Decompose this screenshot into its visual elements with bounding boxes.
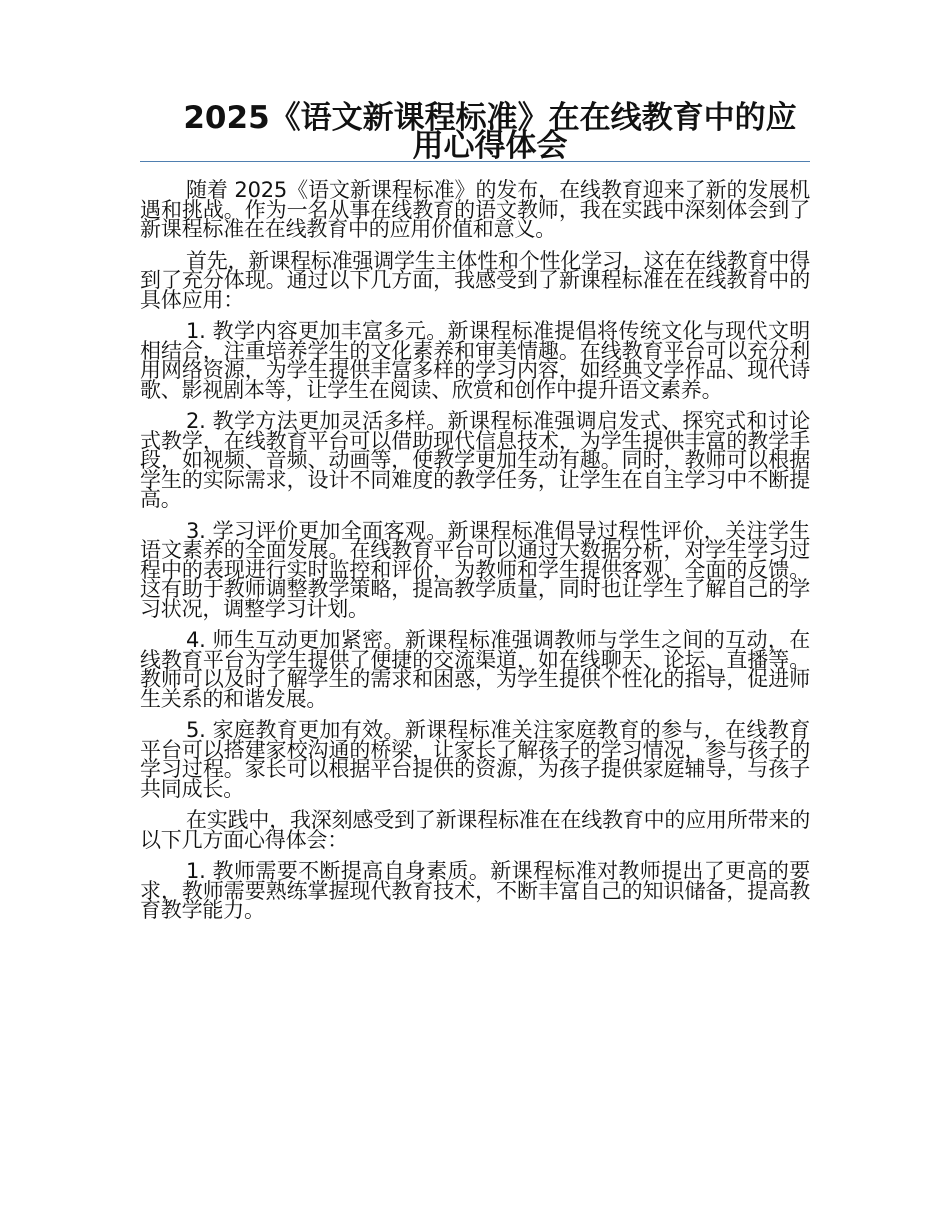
paragraph-item-4: 4. 师生互动更加紧密。新课程标准强调教师与学生之间的互动，在线教育平台为学生提供了便捷的交流渠道，如在线聊天、论坛、直播等。教师可以及时了解学生的需求和困惑，为学生提供个性化的指导，促进师生关系的和谐发展。 xyxy=(140,628,810,711)
title-underline xyxy=(140,161,810,162)
paragraph-item-5: 5. 家庭教育更加有效。新课程标准关注家庭教育的参与，在线教育平台可以搭建家校沟通的桥梁，让家长了解孩子的学习情况，参与孩子的学习过程。家长可以根据平台提供的资源，为孩子提供家庭辅导，与孩子共同成长。 xyxy=(140,718,810,801)
paragraph-item-2: 2. 教学方法更加灵活多样。新课程标准强调启发式、探究式和讨论式教学，在线教育平台可以借助现代信息技术，为学生提供丰富的教学手段，如视频、音频、动画等，使教学更加生动有趣。同时，教师可以根据学生的实际需求，设计不同难度的教学任务，让学生在自主学习中不断提高。 xyxy=(140,409,810,511)
document-body xyxy=(140,178,810,933)
paragraph-item-3: 3. 学习评价更加全面客观。新课程标准倡导过程性评价，关注学生语文素养的全面发展。在线教育平台可以通过大数据分析，对学生学习过程中的表现进行实时监控和评价，为教师和学生提供客观、全面的反馈。这有助于教师调整教学策略，提高教学质量，同时也让学生了解自己的学习状况，调整学习计划。 xyxy=(140,518,810,621)
document-title: 2025《语文新课程标准》在在线教育中的应用心得体会 xyxy=(183,100,797,164)
paragraph-insight-1: 1. 教师需要不断提高自身素质。新课程标准对教师提出了更高的要求，教师需要熟练掌握现代教育技术，不断丰富自己的知识储备，提高教育教学能力。 xyxy=(140,859,810,922)
paragraph-item-1: 1. 教学内容更加丰富多元。新课程标准提倡将传统文化与现代文明相结合，注重培养学生的文化素养和审美情趣。在线教育平台可以充分利用网络资源，为学生提供丰富多样的学习内容，如经典文学作品、现代诗歌、影视剧本等，让学生在阅读、欣赏和创作中提升语文素养。 xyxy=(140,319,810,402)
paragraph-intro: 随着 2025《语文新课程标准》的发布，在线教育迎来了新的发展机遇和挑战。作为一名从事在线教育的语文教师，我在实践中深刻体会到了新课程标准在在线教育中的应用价值和意义。 xyxy=(140,178,810,241)
paragraph-first-point: 首先，新课程标准强调学生主体性和个性化学习，这在在线教育中得到了充分体现。通过以下几方面，我感受到了新课程标准在在线教育中的具体应用： xyxy=(140,248,810,312)
paragraph-practice: 在实践中，我深刻感受到了新课程标准在在线教育中的应用所带来的以下几方面心得体会： xyxy=(140,808,810,852)
